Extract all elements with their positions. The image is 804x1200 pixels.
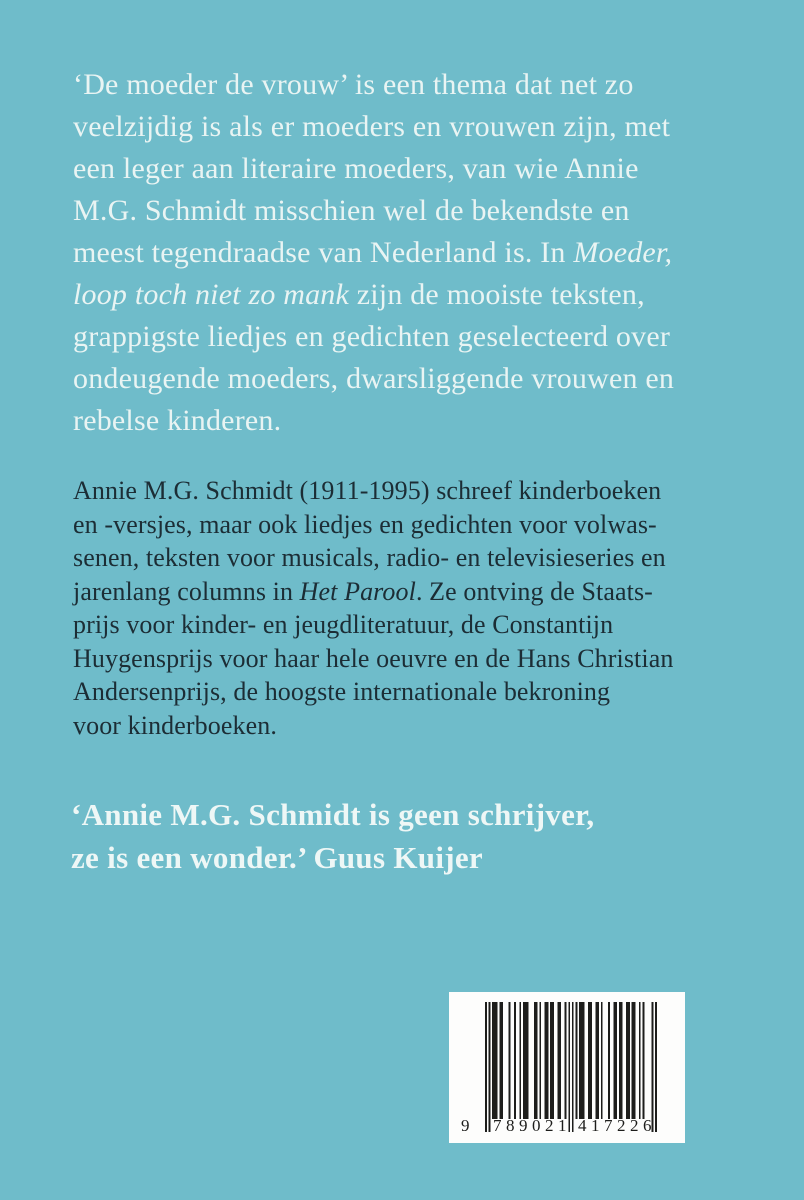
author-bio-paragraph [73, 474, 673, 742]
text-line: grappigste liedjes en gedichten geselecteerd over [73, 320, 671, 353]
ean13-barcode [485, 1002, 657, 1132]
text-line: meest tegendraadse van Nederland is. In Moeder, [73, 236, 673, 269]
text-line: veelzijdig is als er moeders en vrouwen zijn, met [73, 110, 671, 143]
text-line: ondeugende moeders, dwarsliggende vrouwen en [73, 362, 675, 395]
barcode-panel [449, 992, 685, 1143]
text-line: een leger aan literaire moeders, van wie Annie [73, 152, 639, 185]
text-line: Annie M.G. Schmidt (1911-1995) schreef kinderboeken [73, 476, 662, 505]
text-line: prijs voor kinder- en jeugdliteratuur, de Constantijn [73, 610, 614, 639]
text-line: ‘De moeder de vrouw’ is een thema dat net zo [73, 68, 634, 101]
text-line: senen, teksten voor musicals, radio- en televisieseries en [73, 543, 666, 572]
text-line: jarenlang columns in Het Parool. Ze ontving de Staats- [73, 576, 653, 606]
text-line: ze is een wonder.’ Guus Kuijer [71, 840, 483, 875]
review-quote [71, 793, 594, 879]
barcode-digit-group-left: 789021 [493, 1116, 571, 1135]
text-line: loop toch niet zo mank zijn de mooiste teksten, [73, 278, 645, 311]
text-line: Huygensprijs voor haar hele oeuvre en de Hans Christian [73, 643, 674, 673]
text-line: voor kinderboeken. [73, 710, 277, 740]
barcode-digits [449, 1114, 685, 1138]
text-line: en -versjes, maar ook liedjes en gedichten voor volwas- [73, 509, 657, 539]
text-line: M.G. Schmidt misschien wel de bekendste en [73, 194, 630, 227]
text-line: ‘Annie M.G. Schmidt is geen schrijver, [71, 797, 595, 832]
text-line: Andersenprijs, de hoogste internationale bekroning [73, 677, 611, 706]
barcode-digit-group-right: 417226 [578, 1116, 656, 1135]
text-line: rebelse kinderen. [73, 404, 282, 437]
blurb-paragraph [73, 64, 674, 442]
barcode-digit-system: 9 [461, 1116, 470, 1135]
